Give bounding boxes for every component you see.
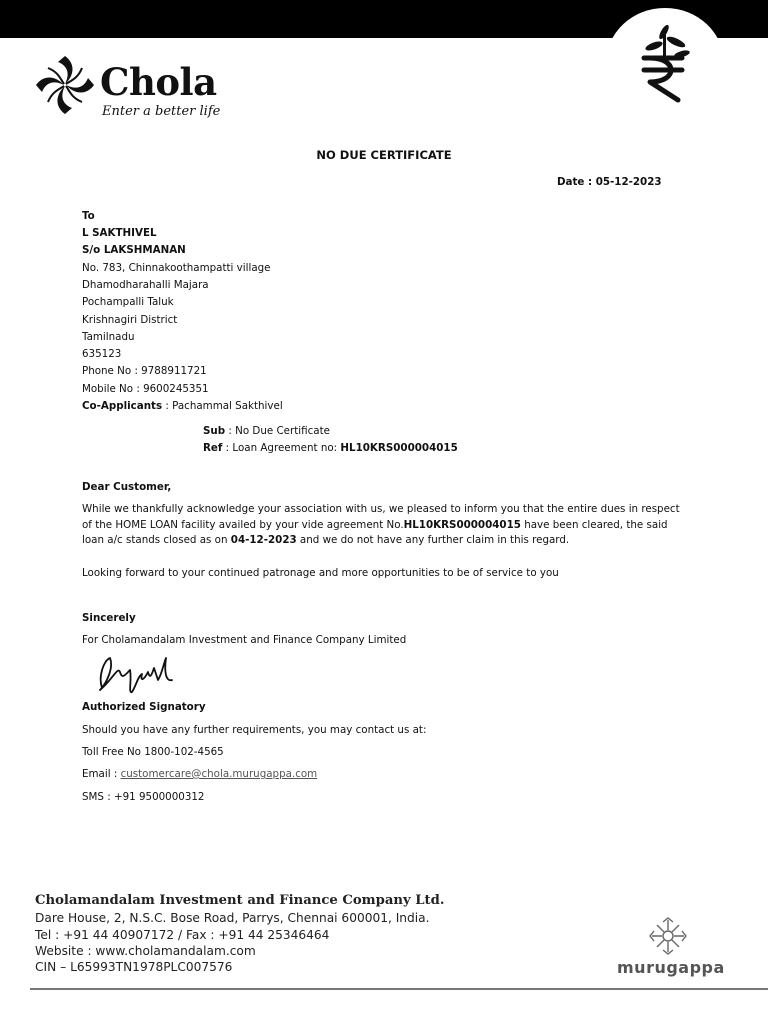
email-line (82, 768, 317, 781)
co-applicants-label: Co-Applicants (82, 400, 163, 412)
co-applicants (82, 400, 283, 413)
authorized-signatory: Authorized Signatory (82, 701, 206, 713)
mobile-number: Mobile No : 9600245351 (82, 383, 209, 395)
logo-wordmark: Chola (100, 60, 217, 104)
sincerely: Sincerely (82, 612, 136, 624)
agreement-number: HL10KRS000004015 (403, 518, 521, 531)
sms-number: SMS : +91 9500000312 (82, 791, 205, 803)
recipient-name: L SAKTHIVEL (82, 227, 157, 239)
body-text: While we thankfully acknowledge your association with us, we pleased to inform you that the entire dues in respect of the HOME LOAN facility availed by your vide agreement No. (82, 503, 680, 531)
address-line: No. 783, Chinnakoothampatti village (82, 262, 271, 274)
address-line: Pochampalli Taluk (82, 296, 174, 308)
rupee-plant-icon (606, 8, 724, 118)
email-link[interactable]: customercare@chola.murugappa.com (120, 768, 318, 780)
closure-date: 04-12-2023 (230, 534, 297, 546)
murugappa-wordmark: murugappa (617, 958, 725, 977)
email-label: Email : (82, 768, 121, 780)
subject-line (203, 425, 330, 438)
footer-company-name: Cholamandalam Investment and Finance Company Ltd. (35, 893, 445, 908)
reference-label: Ref (203, 442, 223, 454)
subject-label: Sub (203, 425, 226, 437)
body-text: and we do not have any further claim in this regard. (296, 534, 570, 546)
subject-value: : No Due Certificate (225, 425, 330, 437)
reference-value: : Loan Agreement no: (222, 442, 341, 454)
body-paragraph (82, 502, 692, 549)
footer-rule (30, 988, 768, 990)
logo-tagline: Enter a better life (102, 104, 221, 119)
phone-number: Phone No : 9788911721 (82, 365, 207, 377)
footer-website: Website : www.cholamandalam.com (35, 944, 256, 958)
co-applicants-value: : Pachammal Sakthivel (162, 400, 283, 412)
chola-swirl-icon (34, 54, 96, 116)
rupee-plant-emblem (606, 8, 724, 118)
certificate-title: NO DUE CERTIFICATE (316, 148, 452, 162)
certificate-date: Date : 05-12-2023 (557, 176, 662, 188)
chola-logo (34, 54, 234, 124)
address-line: Dhamodharahalli Majara (82, 279, 209, 291)
address-pincode: 635123 (82, 348, 122, 360)
reference-number: HL10KRS000004015 (340, 442, 458, 454)
footer-tel-fax: Tel : +91 44 40907172 / Fax : +91 44 25346464 (35, 928, 330, 942)
closing-paragraph: Looking forward to your continued patronage and more opportunities to be of service to you (82, 567, 559, 579)
salutation: Dear Customer, (82, 481, 172, 493)
signature-image (92, 650, 182, 702)
reference-line (203, 442, 458, 455)
contact-intro: Should you have any further requirements, you may contact us at: (82, 724, 427, 736)
to-label: To (82, 210, 95, 222)
footer-cin: CIN – L65993TN1978PLC007576 (35, 960, 233, 974)
footer-address: Dare House, 2, N.S.C. Bose Road, Parrys, Chennai 600001, India. (35, 911, 430, 925)
toll-free-number: Toll Free No 1800-102-4565 (82, 746, 224, 758)
murugappa-logo-icon (646, 916, 690, 956)
address-line: Krishnagiri District (82, 314, 178, 326)
recipient-relation: S/o LAKSHMANAN (82, 244, 186, 256)
address-line: Tamilnadu (82, 331, 135, 343)
for-company: For Cholamandalam Investment and Finance Company Limited (82, 634, 407, 646)
body-text: have been cleared, the said loan a/c stands closed as on (82, 518, 668, 546)
